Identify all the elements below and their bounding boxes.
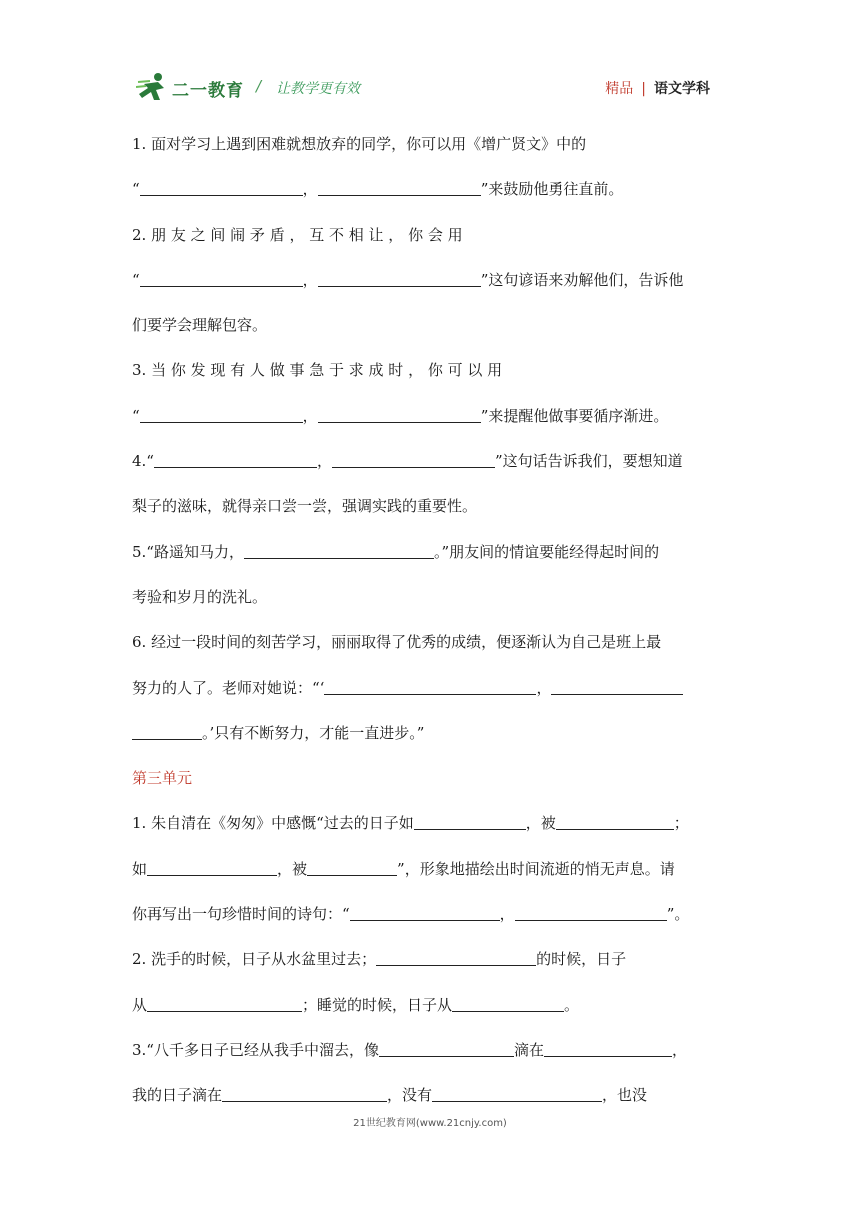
text: “ — [132, 270, 140, 289]
answer-blank[interactable] — [414, 814, 526, 830]
logo — [136, 72, 246, 102]
answer-blank[interactable] — [324, 679, 536, 695]
text: ； — [673, 814, 689, 833]
text: ”来鼓励他勇往直前。 — [480, 180, 624, 199]
answer-blank[interactable] — [544, 1041, 672, 1057]
page-header — [136, 70, 730, 106]
answer-blank[interactable] — [376, 950, 536, 966]
text: 考验和岁月的洗礼。 — [132, 587, 268, 606]
answer-blank[interactable] — [432, 1086, 602, 1102]
answer-blank[interactable] — [154, 452, 317, 468]
q1-line-a — [132, 122, 730, 167]
text: 梨子的滋味，就得亲口尝一尝，强调实践的重要性。 — [132, 497, 478, 516]
text: 3.“八千多日子已经从我手中溜去，像 — [132, 1040, 379, 1059]
answer-blank[interactable] — [379, 1041, 514, 1057]
text: 。’只有不断努力，才能一直进步。” — [202, 723, 425, 742]
header-right — [605, 78, 710, 98]
u2-line-a — [132, 937, 730, 982]
text: ， — [302, 406, 318, 425]
q3-text: 3. 当 你 发 现 有 人 做 事 急 于 求 成 时 ， 你 可 以 用 — [132, 361, 503, 380]
answer-blank[interactable] — [350, 905, 500, 921]
u2-line-b — [132, 983, 730, 1028]
header-subject: 语文学科 — [654, 81, 710, 97]
text: ， — [302, 180, 318, 199]
u1-line-a — [132, 801, 730, 846]
text: 1. 朱自清在《匆匆》中感慨“过去的日子如 — [132, 814, 414, 833]
runner-logo-icon — [136, 72, 172, 102]
text: 。”朋友间的情谊要能经得起时间的 — [433, 542, 660, 561]
unit-title-text: 第三单元 — [132, 769, 193, 788]
text: ， — [672, 1040, 688, 1059]
q1-line-b — [132, 167, 730, 212]
answer-blank[interactable] — [318, 407, 481, 423]
answer-blank[interactable] — [140, 271, 303, 287]
answer-blank[interactable] — [132, 724, 202, 740]
text: “ — [132, 406, 140, 425]
text: 。 — [564, 995, 580, 1014]
text: ，被 — [277, 859, 308, 878]
q3-line-b — [132, 394, 730, 439]
q6-line-c — [132, 711, 730, 756]
logo-text: 二一教育 — [172, 81, 244, 101]
text: ，也没 — [602, 1086, 648, 1105]
answer-blank[interactable] — [515, 905, 667, 921]
text: ”这句话告诉我们，要想知道 — [495, 452, 683, 471]
text: 从 — [132, 995, 148, 1014]
text: ”来提醒他做事要循序渐进。 — [480, 406, 669, 425]
text: ”。 — [666, 905, 690, 924]
answer-blank[interactable] — [140, 407, 303, 423]
answer-blank[interactable] — [244, 543, 434, 559]
header-slogan: 让教学更有效 — [276, 81, 360, 97]
text: ，被 — [525, 814, 556, 833]
text: 如 — [132, 859, 148, 878]
answer-blank[interactable] — [147, 996, 302, 1012]
text: 6. 经过一段时间的刻苦学习，丽丽取得了优秀的成绩，便逐渐认为自己是班上最 — [132, 633, 662, 652]
text: ， — [302, 270, 318, 289]
header-slash: / — [256, 77, 262, 95]
answer-blank[interactable] — [551, 679, 683, 695]
q6-line-a — [132, 620, 730, 665]
text: “ — [132, 180, 140, 199]
text: ”，形象地描绘出时间流逝的悄无声息。请 — [397, 859, 675, 878]
text: 们要学会理解包容。 — [132, 316, 268, 335]
q2-line-b — [132, 258, 730, 303]
answer-blank[interactable] — [307, 860, 397, 876]
text: 你再写出一句珍惜时间的诗句：“ — [132, 905, 350, 924]
header-tag: 精品 — [605, 81, 634, 97]
text: 5.“路遥知马力， — [132, 542, 244, 561]
q2-line-a — [132, 213, 730, 258]
answer-blank[interactable] — [318, 271, 481, 287]
text: ， — [499, 905, 515, 924]
answer-blank[interactable] — [222, 1086, 387, 1102]
text: ， — [536, 678, 552, 697]
q4-line-a — [132, 439, 730, 484]
answer-blank[interactable] — [318, 180, 481, 196]
q5-line-b — [132, 575, 730, 620]
answer-blank[interactable] — [556, 814, 674, 830]
text: ；睡觉的时候，日子从 — [302, 995, 453, 1014]
unit-title — [132, 756, 730, 801]
text: ，没有 — [387, 1086, 433, 1105]
text: ”这句谚语来劝解他们，告诉他 — [480, 270, 684, 289]
q2-text: 2. 朋 友 之 间 闹 矛 盾 ， 互 不 相 让 ， 你 会 用 — [132, 225, 463, 244]
answer-blank[interactable] — [452, 996, 564, 1012]
q6-line-b — [132, 666, 730, 711]
text: 努力的人了。老师对她说：“‘ — [132, 678, 325, 697]
text: 滴在 — [513, 1040, 544, 1059]
page-footer: 21世纪教育网(www.21cnjy.com) — [353, 1118, 507, 1129]
q4-line-b — [132, 484, 730, 529]
text: ， — [316, 452, 332, 471]
answer-blank[interactable] — [332, 452, 495, 468]
q1-text: 1. 面对学习上遇到困难就想放弃的同学，你可以用《增广贤文》中的 — [132, 135, 587, 153]
q2-line-c — [132, 303, 730, 348]
header-divider: | — [641, 81, 646, 97]
text: 2. 洗手的时候，日子从水盆里过去； — [132, 950, 377, 969]
document-body — [132, 122, 730, 1119]
q5-line-a — [132, 530, 730, 575]
answer-blank[interactable] — [140, 180, 303, 196]
answer-blank[interactable] — [147, 860, 277, 876]
text: 的时候，日子 — [536, 950, 627, 969]
u3-line-a — [132, 1028, 730, 1073]
text: 我的日子滴在 — [132, 1086, 223, 1105]
text: 4.“ — [132, 452, 154, 471]
u1-line-c — [132, 892, 730, 937]
q3-line-a — [132, 348, 730, 393]
u3-line-b — [132, 1073, 730, 1118]
u1-line-b — [132, 847, 730, 892]
